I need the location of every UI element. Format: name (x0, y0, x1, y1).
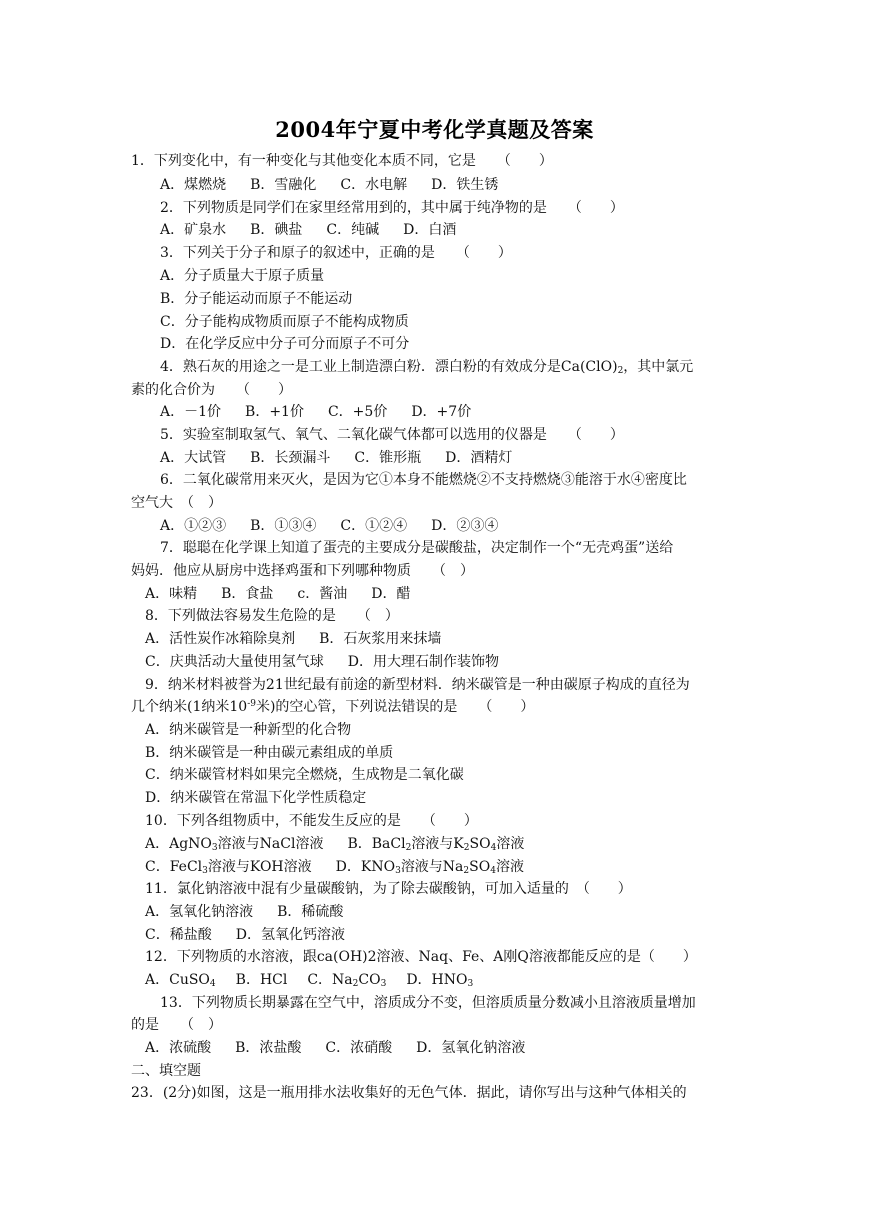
option-a: A．味精 (145, 586, 198, 602)
question-13-options (145, 1039, 525, 1057)
question-6-stem: 6．二氧化碳常用来灭火，是因为它①本身不能燃烧②不支持燃烧③能溶于水④密度比 (160, 472, 687, 488)
option-d: D．用大理石制作装饰物 (347, 654, 499, 670)
option-b: B．长颈漏斗 (250, 450, 331, 466)
question-2-stem: 2．下列物质是同学们在家里经常用到的，其中属于纯净物的是 （ ） (160, 200, 624, 216)
question-7-stem: 7．聪聪在化学课上知道了蛋壳的主要成分是碳酸盐，决定制作一个“无壳鸡蛋”送给 (160, 540, 674, 556)
option-d: D．酒精灯 (445, 450, 513, 466)
question-8-stem: 8．下列做法容易发生危险的是 （ ） (145, 608, 399, 624)
question-11-options-row2 (145, 926, 345, 944)
option-a: A．活性炭作冰箱除臭剂 (145, 631, 296, 647)
question-9-stem-continued: 几个纳米(1纳米$10^{-9}$米)的空心管，下列说法错误的是 （ ） (131, 699, 535, 715)
question-9-stem: 9．纳米材料被誉为21世纪最有前途的新型材料．纳米碳管是一种由碳原子构成的直径为 (145, 677, 690, 693)
section-heading: 二、填空题 (131, 1063, 201, 1079)
option-a: A．①②③ (160, 518, 227, 534)
option-c: C．水电解 (340, 177, 408, 193)
question-8-options-row1 (145, 630, 441, 648)
option-c: C．纯碱 (326, 222, 380, 238)
question-10-stem: 10．下列各组物质中，不能发生反应的是 （ ） (145, 813, 478, 829)
question-1-stem: 1．下列变化中，有一种变化与其他变化本质不同，它是 （ ） (131, 153, 553, 169)
page-title: 2004年宁夏中考化学真题及答案 (275, 117, 594, 142)
option-b: B．+1价 (245, 404, 304, 420)
option-a: A．－1价 (160, 404, 222, 420)
question-3-stem: 3．下列关于分子和原子的叙述中，正确的是 （ ） (160, 245, 512, 261)
question-13-stem-continued: 的是 （ ） (131, 1017, 222, 1033)
option-a: A．大试管 (160, 450, 227, 466)
option-b: B．BaCl$_2$溶液与$K_2SO_4$溶液 (347, 836, 525, 853)
question-5-stem: 5．实验室制取氢气、氧气、二氧化碳气体都可以选用的仪器是 （ ） (160, 427, 624, 443)
option-a: A．AgNO$_3$溶液与NaCl溶液 (145, 836, 324, 853)
question-3-option-a: A．分子质量大于原子质量 (160, 268, 325, 284)
option-c: C．浓硝酸 (325, 1040, 393, 1056)
option-d: D．氢氧化钙溶液 (235, 927, 345, 943)
question-3-option-d: D．在化学反应中分子可分而原子不可分 (160, 336, 410, 352)
question-5-options (160, 449, 512, 467)
option-d: D．白酒 (403, 222, 457, 238)
option-a: A．浓硫酸 (145, 1040, 212, 1056)
option-d: D．醋 (371, 586, 411, 602)
question-6-stem-continued: 空气大 （ ） (131, 495, 222, 511)
option-a: A．CuSO$_4$ (145, 972, 216, 989)
option-c: C．庆典活动大量使用氢气球 (145, 654, 324, 670)
question-8-options-row2 (145, 653, 499, 671)
option-c: C．$Na_2CO_3$ (307, 972, 387, 989)
question-11-options-row1 (145, 903, 343, 921)
option-b: B．稀硫酸 (277, 904, 344, 920)
option-b: B．浓盐酸 (235, 1040, 302, 1056)
option-c: C．①②④ (340, 518, 408, 534)
question-10-options-row1 (145, 835, 524, 853)
option-c: C．+5价 (327, 404, 388, 420)
question-10-options-row2 (145, 858, 524, 876)
option-c: C．锥形瓶 (354, 450, 422, 466)
option-b: B．食盐 (221, 586, 274, 602)
question-9-option-c: C．纳米碳管材料如果完全燃烧，生成物是二氧化碳 (145, 767, 464, 783)
option-c: C．FeCl$_3$溶液与KOH溶液 (145, 859, 312, 876)
question-4-options (160, 403, 471, 421)
option-b: B．①③④ (250, 518, 317, 534)
question-12-stem: 12．下列物质的水溶液，跟ca(OH)2溶液、Naq、Fe、A刚Q溶液都能反应的是（ ） (145, 949, 697, 965)
option-d: D．$KNO_3$溶液与$Na_2SO_4$溶液 (335, 859, 524, 876)
question-13-stem: 13．下列物质长期暴露在空气中，溶质成分不变，但溶质质量分数减小且溶液质量增加 (160, 995, 696, 1011)
question-9-option-a: A．纳米碳管是一种新型的化合物 (145, 722, 352, 738)
question-6-options (160, 517, 498, 535)
question-12-options (145, 971, 473, 989)
question-4-stem-continued: 素的化合价为 （ ） (131, 382, 292, 398)
option-c: c．酱油 (297, 586, 348, 602)
option-b: B．碘盐 (250, 222, 303, 238)
option-d: D．+7价 (411, 404, 472, 420)
question-1-options (160, 176, 498, 194)
question-7-options (145, 585, 411, 603)
option-d: D．氢氧化钠溶液 (416, 1040, 526, 1056)
option-a: A．矿泉水 (160, 222, 227, 238)
question-23-stem: 23．(2分)如图，这是一瓶用排水法收集好的无色气体．据此，请你写出与这种气体相关的 (131, 1085, 687, 1101)
option-d: D．铁生锈 (431, 177, 499, 193)
option-d: D．$HNO_3$ (406, 972, 474, 989)
option-a: A．煤燃烧 (160, 177, 227, 193)
question-3-option-b: B．分子能运动而原子不能运动 (160, 291, 353, 307)
option-b: B．石灰浆用来抹墙 (319, 631, 442, 647)
question-7-stem-continued: 妈妈．他应从厨房中选择鸡蛋和下列哪种物质 （ ） (131, 563, 474, 579)
option-b: B．雪融化 (250, 177, 317, 193)
question-2-options (160, 221, 456, 239)
question-11-stem: 11．氯化钠溶液中混有少量碳酸钠，为了除去碳酸钠，可加入适量的 （ ） (145, 881, 632, 897)
option-d: D．②③④ (431, 518, 499, 534)
question-9-option-b: B．纳米碳管是一种由碳元素组成的单质 (145, 745, 394, 761)
question-3-option-c: C．分子能构成物质而原子不能构成物质 (160, 314, 409, 330)
question-9-option-d: D．纳米碳管在常温下化学性质稳定 (145, 790, 367, 806)
option-b: B．HCl (235, 972, 288, 988)
option-c: C．稀盐酸 (145, 927, 212, 943)
option-a: A．氢氧化钠溶液 (145, 904, 254, 920)
question-4-stem: 4．熟石灰的用途之一是工业上制造漂白粉．漂白粉的有效成分是$Ca(ClO)_2$，其中氯元 (160, 359, 694, 376)
